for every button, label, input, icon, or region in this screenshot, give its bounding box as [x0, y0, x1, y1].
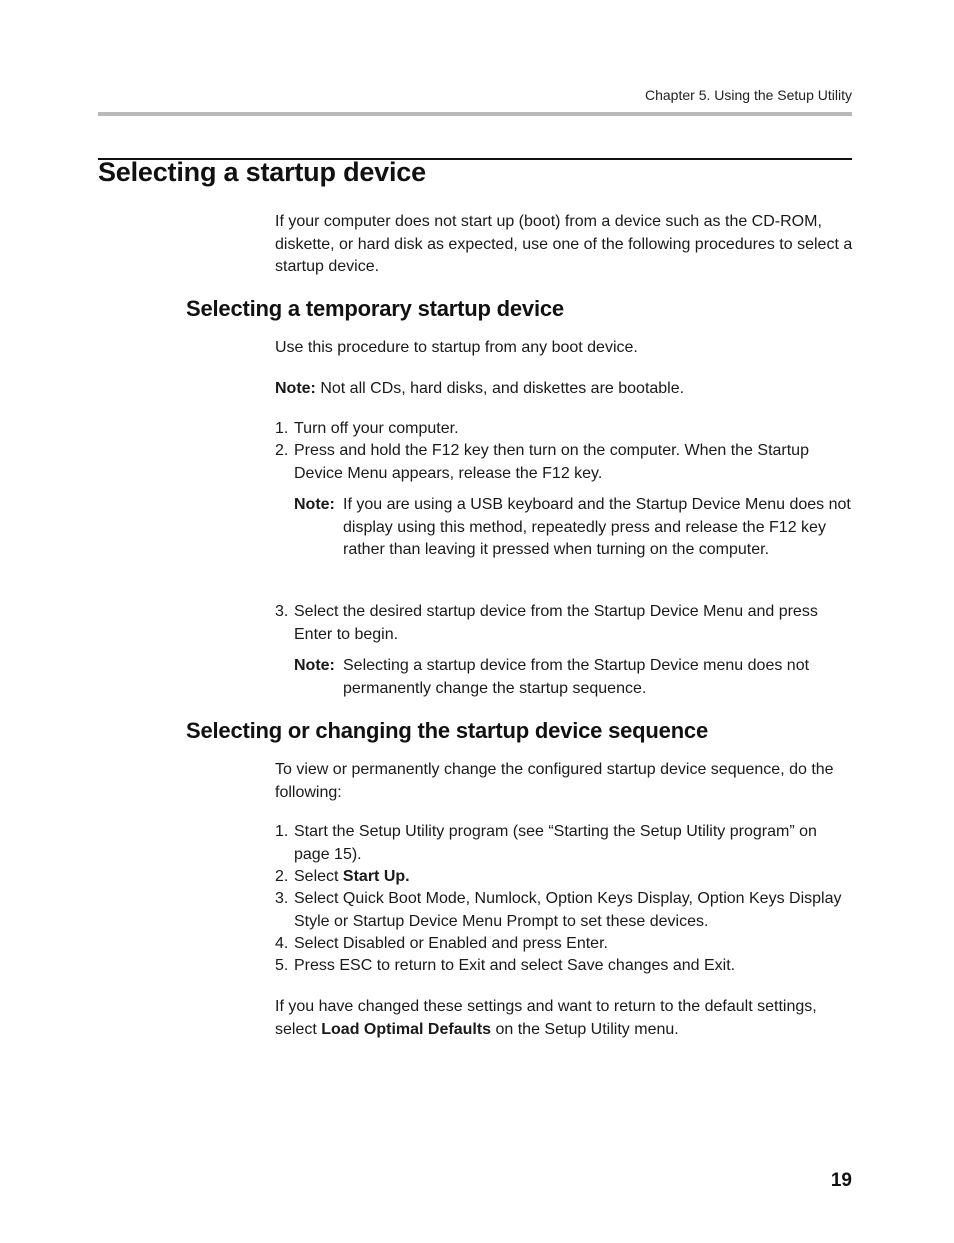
startup-sequence-note	[294, 655, 854, 700]
list-item	[275, 866, 853, 889]
section1-intro: Use this procedure to startup from any boot device.	[275, 339, 638, 356]
start-up-menu-name: Start Up.	[342, 868, 410, 885]
list-item	[275, 418, 853, 441]
list-text: Start the Setup Utility program (see “Starting the Setup Utility program” on page 15).	[294, 823, 817, 863]
list-text: Select Quick Boot Mode, Numlock, Option Keys Display, Option Keys Display Style or Startup Device Menu Prompt to set these devices.	[294, 890, 842, 930]
list-text: Select Disabled or Enabled and press Enter.	[294, 935, 608, 952]
section2-intro: To view or permanently change the configured startup device sequence, do the following:	[275, 761, 834, 801]
list-number: 4.	[275, 935, 289, 952]
note-label: Note:	[294, 496, 335, 513]
usb-keyboard-note	[294, 494, 854, 562]
list-text: Press and hold the F12 key then turn on the computer. When the Startup Device Menu appears, release the F12 key.	[294, 442, 809, 482]
section-heading-device-sequence: Selecting or changing the startup device sequence	[186, 718, 709, 743]
note-label: Note:	[294, 657, 335, 674]
list-item	[275, 888, 853, 933]
list-item	[275, 821, 853, 866]
closing-paragraph	[275, 996, 853, 1041]
list-number: 1.	[275, 823, 289, 840]
running-header: Chapter 5. Using the Setup Utility	[645, 87, 852, 103]
list-item	[275, 933, 853, 956]
closing-text: If you have changed these settings and want to return to the default settings, select	[275, 998, 817, 1038]
header-rule	[98, 112, 852, 116]
list-text	[294, 866, 853, 889]
list-number: 1.	[275, 420, 289, 437]
list-text-plain: Select	[294, 868, 343, 885]
list-number: 3.	[275, 890, 289, 907]
note-text: Not all CDs, hard disks, and diskettes are bootable.	[315, 380, 685, 397]
load-optimal-defaults: Load Optimal Defaults	[321, 1020, 492, 1038]
page-title: Selecting a startup device	[98, 157, 426, 187]
page-number: 19	[830, 1170, 852, 1191]
list-number: 5.	[275, 957, 289, 974]
list-text: Turn off your computer.	[294, 420, 459, 437]
list-number: 2.	[275, 442, 289, 459]
list-item	[275, 955, 853, 978]
list-item	[275, 601, 853, 646]
note-text: Selecting a startup device from the Startup Device menu does not permanently change the startup sequence.	[343, 657, 810, 697]
list-item	[275, 440, 853, 485]
list-number: 3.	[275, 603, 289, 620]
note-label: Note:	[275, 380, 316, 397]
section-heading-temporary-startup: Selecting a temporary startup device	[186, 296, 564, 321]
section1-note	[275, 378, 853, 401]
list-number: 2.	[275, 868, 289, 885]
note-text: If you are using a USB keyboard and the Startup Device Menu does not display using this method, repeatedly press and release the F12 key rather than leaving it pressed when turning on the computer.	[343, 496, 851, 558]
list-text: Press ESC to return to Exit and select Save changes and Exit.	[294, 957, 736, 974]
closing-text-end: on the Setup Utility menu.	[491, 1020, 679, 1038]
intro-paragraph: If your computer does not start up (boot) from a device such as the CD-ROM, diskette, or hard disk as expected, use one of the following procedures to select a startup device.	[275, 213, 853, 275]
list-text: Select the desired startup device from the Startup Device Menu and press Enter to begin.	[294, 603, 818, 643]
